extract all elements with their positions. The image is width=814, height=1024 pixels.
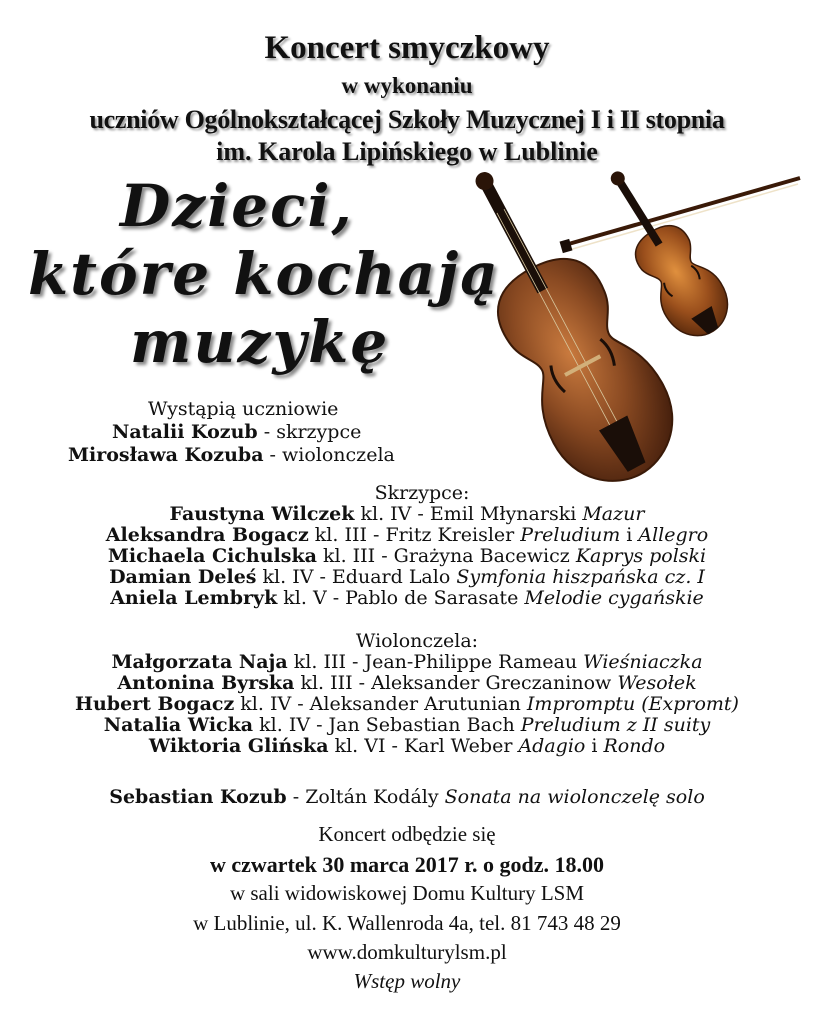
class-and-composer: kl. III - Aleksander Greczaninow — [294, 672, 618, 694]
work-title: Mazur — [582, 503, 645, 525]
conjunction: i — [620, 524, 639, 546]
class-and-composer: kl. IV - Eduard Lalo — [256, 566, 457, 588]
entry-info: Wstęp wolny — [353, 969, 461, 993]
main-title-line-1: Dzieci, — [120, 172, 354, 240]
work-title-second: Allegro — [638, 524, 709, 546]
cello-header: Wiolonczela: — [355, 630, 479, 652]
main-title-line-2: które kochają — [28, 240, 500, 308]
work-title: Wesołek — [617, 672, 697, 694]
teacher-cello-role: - wiolonczela — [263, 444, 395, 466]
concert-title: Koncert smyczkowy — [264, 30, 550, 66]
teacher-cello — [68, 444, 395, 466]
list-item — [0, 567, 814, 588]
work-title: Adagio — [518, 735, 586, 757]
class-and-composer: kl. III - Jean-Philippe Rameau — [287, 651, 584, 673]
class-and-composer: kl. III - Fritz Kreisler — [308, 524, 521, 546]
solo-section — [0, 787, 814, 808]
main-title-line-3: muzykę — [130, 308, 390, 376]
concert-address: w Lublinie, ul. K. Wallenroda 4a, tel. 81 743 48 29 — [193, 911, 621, 935]
student-name: Faustyna Wilczek — [169, 503, 355, 525]
list-item — [0, 588, 814, 609]
list-item — [0, 715, 814, 736]
concert-date: w czwartek 30 marca 2017 r. o godz. 18.00 — [209, 852, 605, 877]
student-name: Aniela Lembryk — [110, 587, 278, 609]
conjunction: i — [585, 735, 604, 757]
work-title: Melodie cygańskie — [524, 587, 704, 609]
student-name: Damian Deleś — [109, 566, 257, 588]
work-title-second: Rondo — [603, 735, 666, 757]
school-name: uczniów Ogólnokształcącej Szkoły Muzycznej I i II stopnia — [89, 105, 725, 134]
student-name: Hubert Bogacz — [75, 693, 235, 715]
solo-work: Sonata na wiolonczelę solo — [444, 786, 705, 808]
list-item — [0, 694, 814, 715]
list-item — [0, 673, 814, 694]
class-and-composer: kl. V - Pablo de Sarasate — [277, 587, 525, 609]
performers-intro: Wystąpią uczniowie — [148, 398, 339, 420]
cello-list — [0, 652, 814, 757]
list-item — [0, 504, 814, 525]
student-name: Michaela Cichulska — [107, 545, 317, 567]
list-item — [0, 546, 814, 567]
teacher-violin — [112, 421, 361, 443]
footer-intro: Koncert odbędzie się — [318, 822, 496, 846]
teacher-violin-name: Natalii Kozub — [112, 421, 258, 443]
student-name: Małgorzata Naja — [111, 651, 288, 673]
website-link[interactable]: www.domkulturylsm.pl — [307, 940, 507, 964]
work-title: Wieśniaczka — [583, 651, 703, 673]
performed-by: w wykonaniu — [341, 73, 473, 98]
solo-name: Sebastian Kozub — [109, 786, 287, 808]
class-and-composer: kl. VI - Karl Weber — [328, 735, 519, 757]
class-and-composer: kl. III - Grażyna Bacewicz — [316, 545, 576, 567]
list-item — [0, 525, 814, 546]
solo-piece: - Zoltán Kodály — [286, 786, 445, 808]
school-patron: im. Karola Lipińskiego w Lublinie — [216, 137, 598, 166]
student-name: Antonina Byrska — [117, 672, 295, 694]
student-name: Wiktoria Glińska — [148, 735, 329, 757]
class-and-composer: kl. IV - Aleksander Arutunian — [234, 693, 527, 715]
violin-and-cello-icon — [465, 170, 810, 490]
list-item — [0, 736, 814, 757]
work-title: Impromptu (Expromt) — [526, 693, 739, 715]
cello-section — [0, 631, 814, 757]
class-and-composer: kl. IV - Emil Młynarski — [354, 503, 583, 525]
list-item — [0, 652, 814, 673]
teacher-violin-role: - skrzypce — [257, 421, 362, 443]
student-name: Natalia Wicka — [103, 714, 254, 736]
solo-row — [0, 787, 814, 808]
violin-list — [0, 504, 814, 609]
violin-section — [0, 483, 814, 609]
violin-header: Skrzypce: — [374, 482, 470, 504]
work-title: Preludium — [520, 524, 621, 546]
work-title: Kaprys polski — [575, 545, 707, 567]
work-title: Preludium z II suity — [520, 714, 711, 736]
work-title: Symfonia hiszpańska cz. I — [456, 566, 705, 588]
teacher-cello-name: Mirosława Kozuba — [68, 444, 264, 466]
class-and-composer: kl. IV - Jan Sebastian Bach — [253, 714, 521, 736]
student-name: Aleksandra Bogacz — [105, 524, 309, 546]
concert-venue: w sali widowiskowej Domu Kultury LSM — [229, 881, 585, 905]
